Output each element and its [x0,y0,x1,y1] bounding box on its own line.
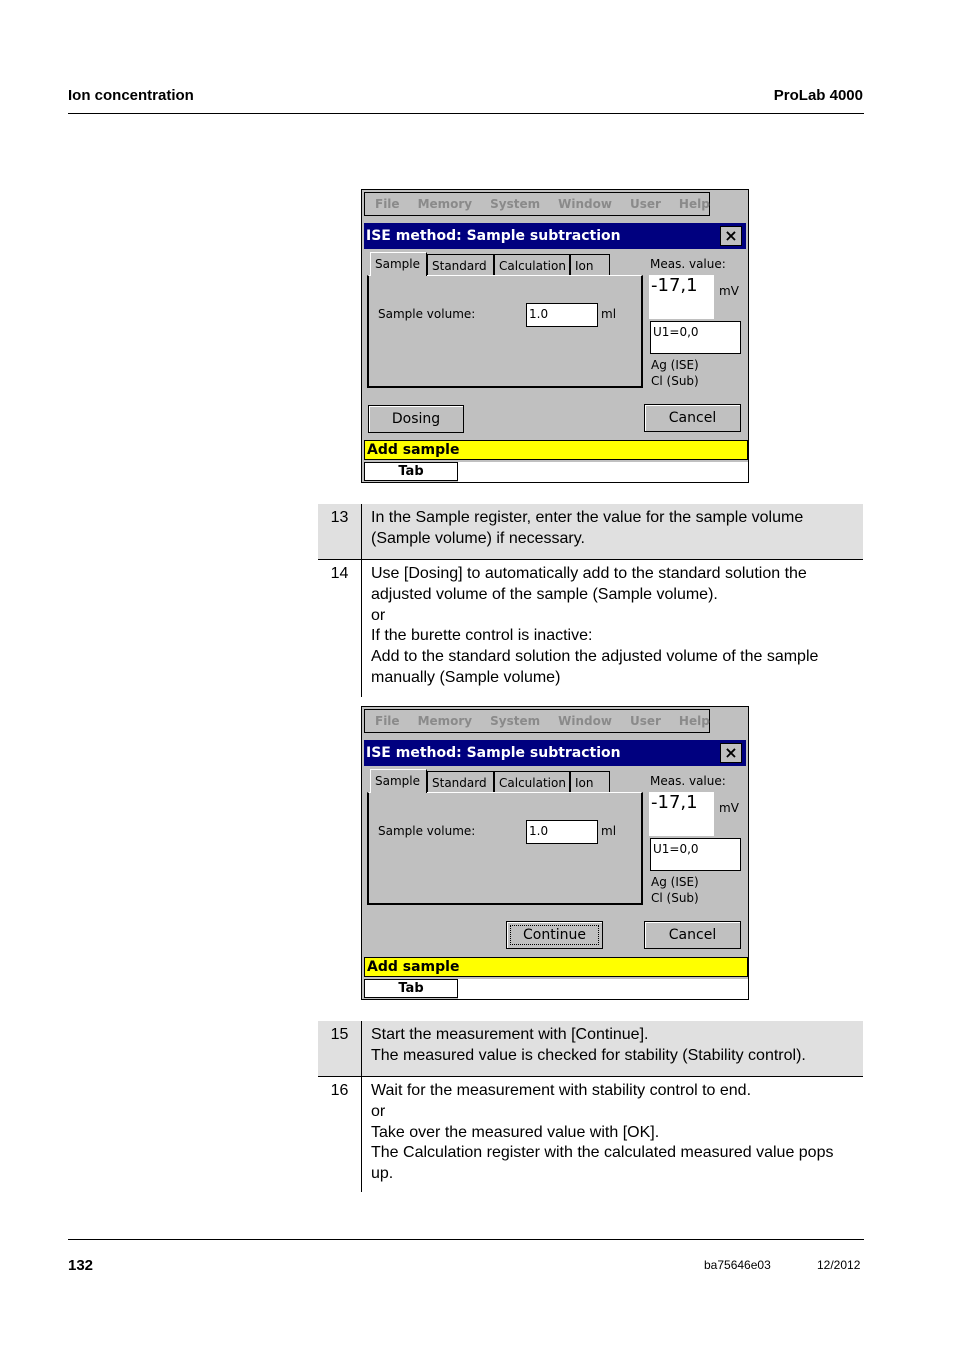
meas-value-label: Meas. value: [650,257,726,271]
device-screenshot-2 [361,706,749,1000]
menu-help[interactable]: Help [678,197,710,211]
u1-display: U1=0,0 [650,321,741,354]
softkey-tab[interactable]: Tab [364,462,458,481]
step-15 [318,1021,863,1077]
step-line: Wait for the measurement with stability control to end. [371,1082,752,1099]
step-text [371,1081,856,1185]
step-text [371,508,856,550]
tab-sample[interactable]: Sample [370,252,427,276]
menu-system[interactable]: System [490,714,541,728]
menu-user[interactable]: User [629,714,661,728]
tab-calculation[interactable]: Calculation [494,771,570,793]
running-header-left: Ion concentration [68,87,194,104]
step-line: The measured value is checked for stability (Stability control). [371,1046,806,1064]
step-line: If the burette control is inactive: [371,627,593,645]
menu-help[interactable]: Help [678,714,710,728]
sample-volume-label: Sample volume: [378,824,476,838]
step-line: Take over the measured value with [OK]. [371,1123,660,1141]
tab-ion[interactable]: Ion [570,771,610,793]
close-icon[interactable]: × [720,743,742,763]
tab-standard[interactable]: Standard [427,771,494,793]
continue-button-label: Continue [510,925,599,945]
step-text [371,1025,856,1067]
tab-panel [367,275,643,388]
unit-ml: ml [601,307,617,321]
status-bar: Add sample [364,440,748,460]
tab-standard[interactable]: Standard [427,254,494,276]
document-date: 12/2012 [817,1258,861,1272]
footer-rule [68,1239,864,1240]
cancel-button[interactable]: Cancel [644,404,741,432]
sample-volume-label: Sample volume: [378,307,476,321]
step-13 [318,504,863,560]
step-line: or [371,606,386,624]
unit-ml: ml [601,824,617,838]
menu-bar [364,709,710,733]
menu-window[interactable]: Window [558,197,612,211]
meas-unit: mV [719,284,739,298]
menu-file[interactable]: File [375,714,400,728]
step-number: 15 [330,1026,349,1043]
tab-calculation[interactable]: Calculation [494,254,570,276]
menu-file[interactable]: File [375,197,400,211]
sample-volume-input[interactable]: 1.0 [526,303,598,327]
menu-system[interactable]: System [490,197,541,211]
dosing-button[interactable]: Dosing [368,405,464,433]
electrode-ise: Ag (ISE) [651,358,699,372]
menu-memory[interactable]: Memory [417,714,473,728]
meas-value-display: -17,1 [649,275,714,319]
meas-value-display: -17,1 [649,792,714,836]
menu-user[interactable]: User [629,197,661,211]
device-screenshot-1 [361,189,749,483]
dialog-title: ISE method: Sample subtraction [366,228,621,244]
dialog-title: ISE method: Sample subtraction [366,745,621,761]
electrode-ise: Ag (ISE) [651,875,699,889]
dialog-title-bar [364,740,746,766]
header-rule [68,113,864,114]
step-number: 16 [330,1082,349,1099]
softkey-bar [458,979,748,999]
tab-sample[interactable]: Sample [370,769,427,793]
menu-memory[interactable]: Memory [417,197,473,211]
electrode-sub: Cl (Sub) [651,374,699,388]
step-number: 14 [330,565,349,582]
u1-display: U1=0,0 [650,838,741,871]
continue-button[interactable] [506,921,603,949]
step-16 [318,1077,863,1192]
tab-ion[interactable]: Ion [570,254,610,276]
dialog-title-bar [364,223,746,249]
electrode-sub: Cl (Sub) [651,891,699,905]
step-line: Start the measurement with [Continue]. [371,1026,649,1043]
step-text [371,564,856,689]
sample-volume-input[interactable]: 1.0 [526,820,598,844]
close-icon[interactable]: × [720,226,742,246]
step-line: Use [Dosing] to automatically add to the standard solution the adjusted volume of the sample (Sample volume). [371,565,807,603]
status-bar: Add sample [364,957,748,977]
meas-unit: mV [719,801,739,815]
cancel-button[interactable]: Cancel [644,921,741,949]
running-header-right: ProLab 4000 [773,87,863,104]
softkey-tab[interactable]: Tab [364,979,458,998]
softkey-bar [458,462,748,482]
menu-bar [364,192,710,216]
document-id: ba75646e03 [704,1258,771,1272]
step-line: Add to the standard solution the adjusted volume of the sample manually (Sample volume) [371,648,819,686]
menu-window[interactable]: Window [558,714,612,728]
step-14 [318,560,863,697]
page-number: 132 [68,1257,94,1274]
meas-value-label: Meas. value: [650,774,726,788]
tab-panel [367,792,643,905]
step-line: The Calculation register with the calculated measured value pops up. [371,1144,834,1183]
step-line: In the Sample register, enter the value for the sample volume (Sample volume) if necessary. [371,509,804,547]
step-number: 13 [330,509,349,526]
step-line: or [371,1102,386,1120]
